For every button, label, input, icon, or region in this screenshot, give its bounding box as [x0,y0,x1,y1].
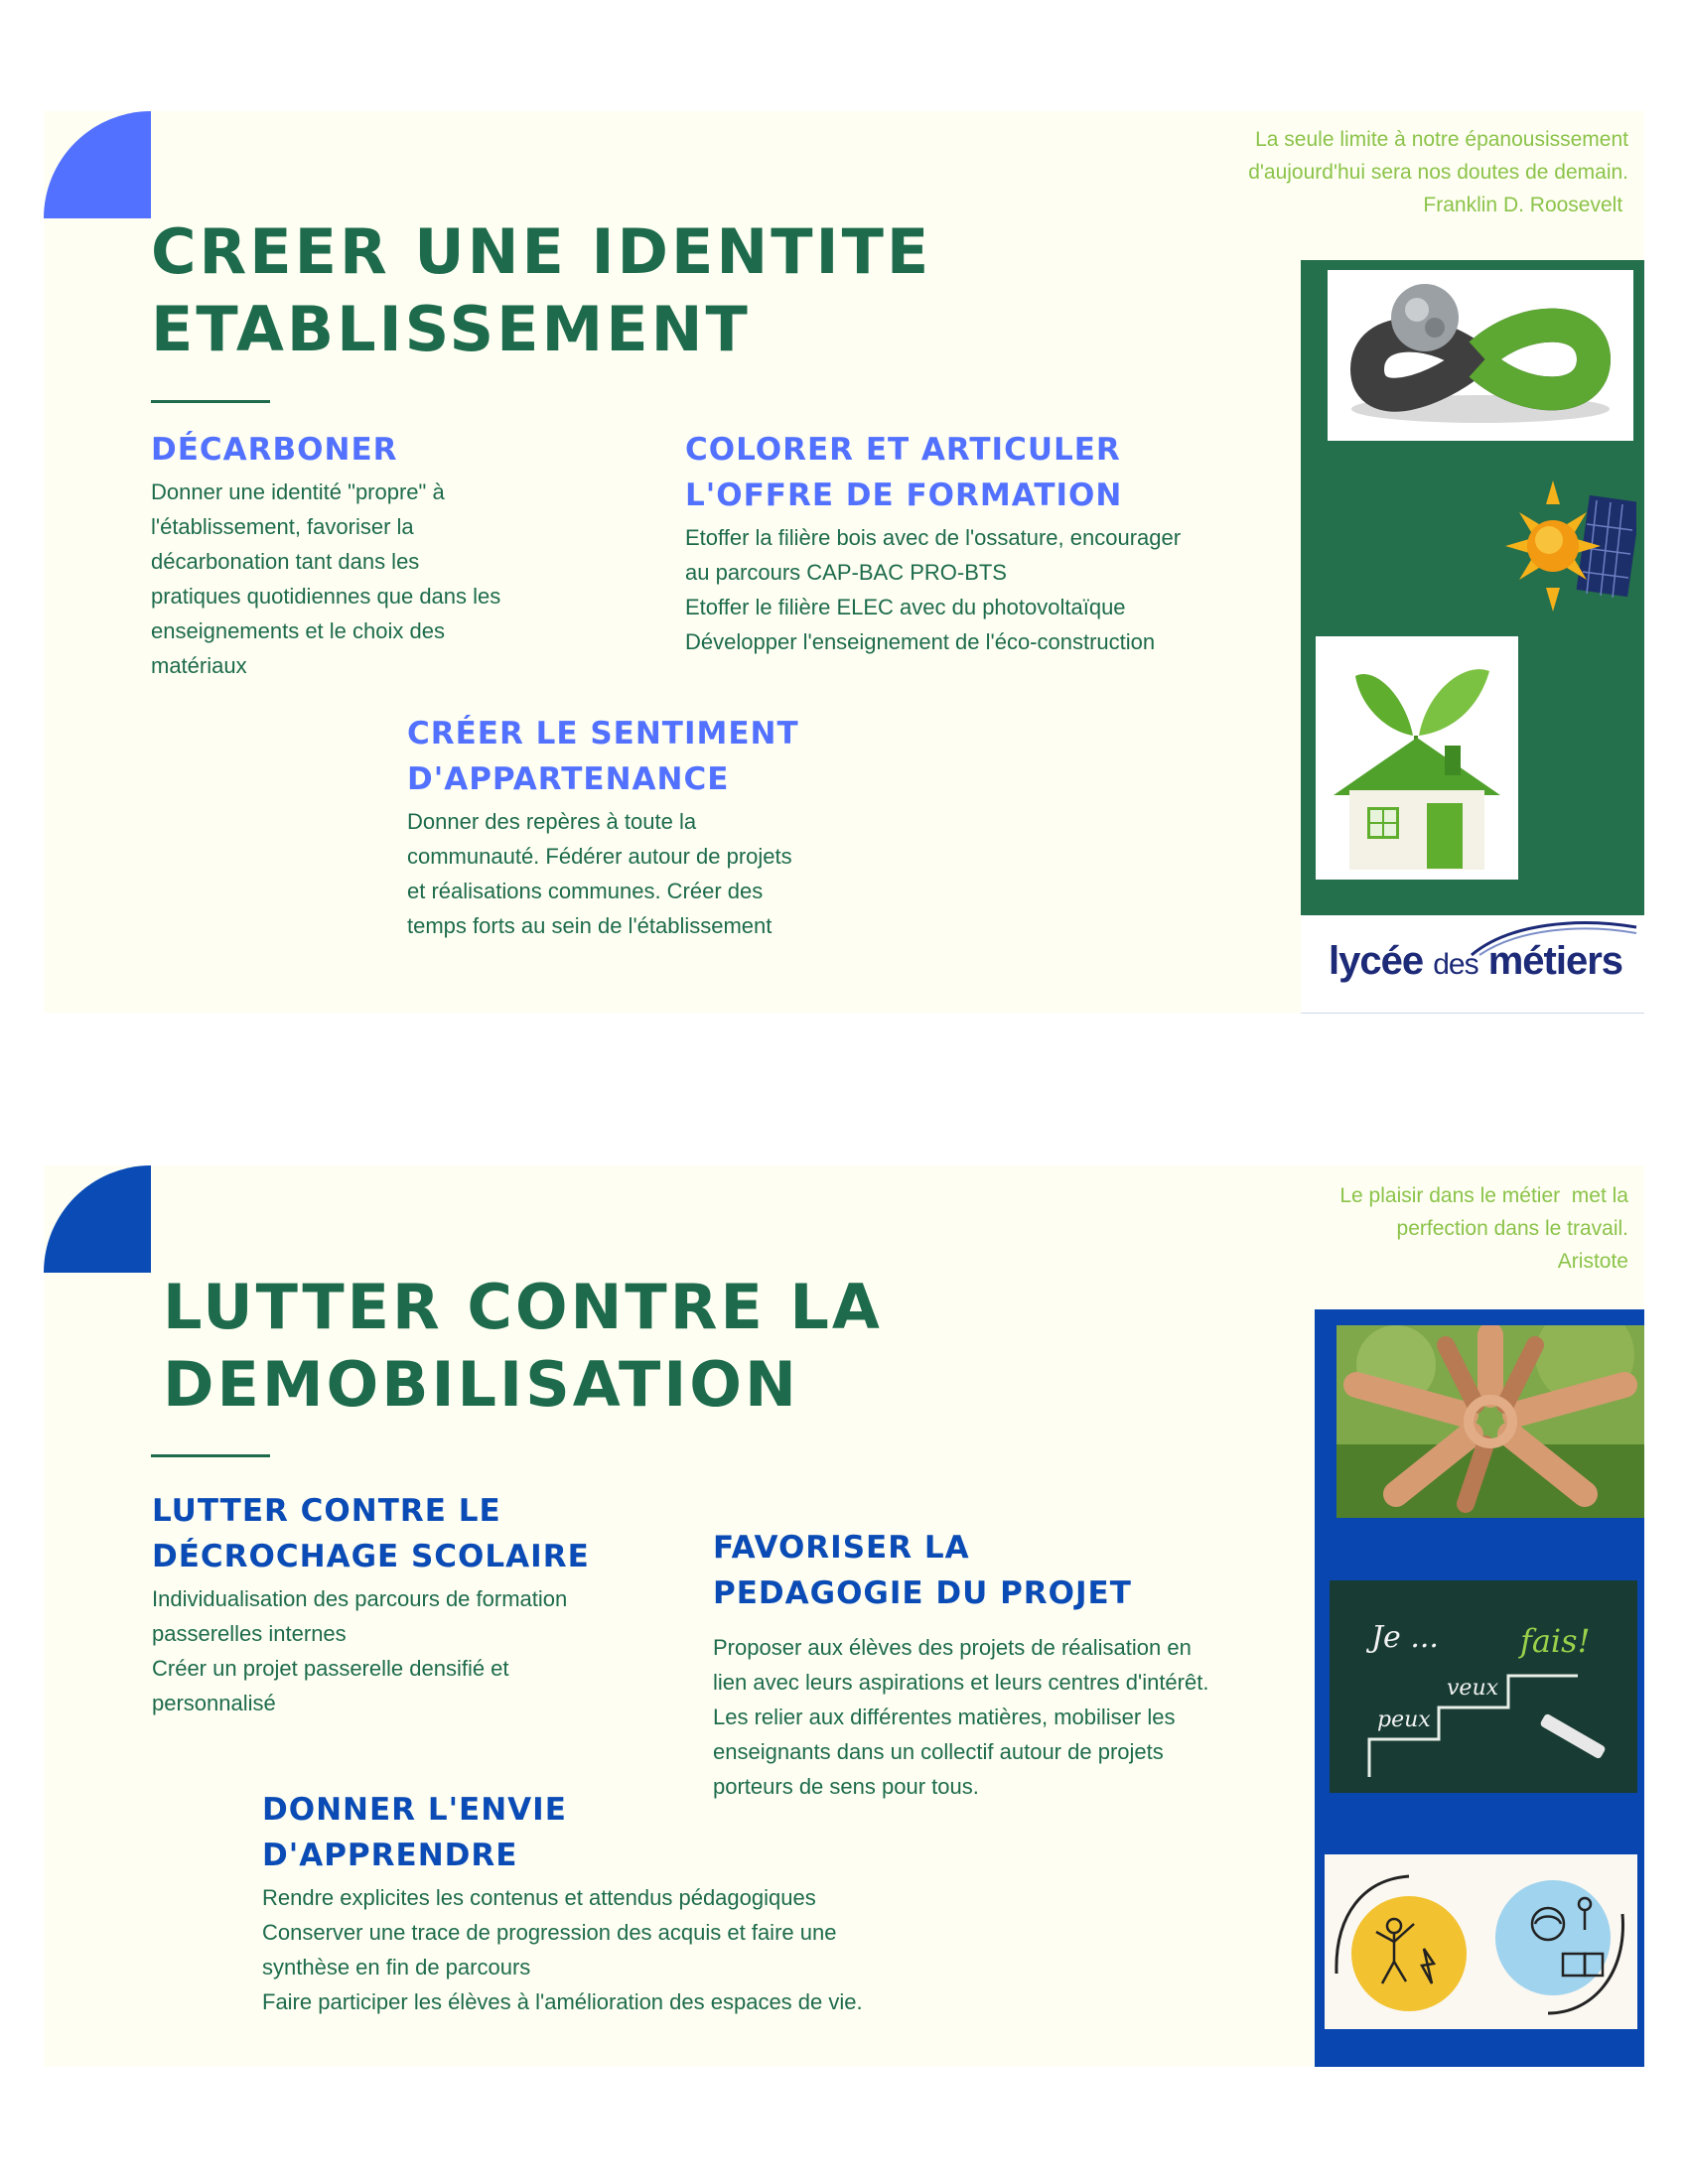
section-colorer [685,427,1181,659]
title-underline [151,1454,270,1457]
motivation-engagement-image [1325,1854,1637,2029]
section-body [407,804,799,943]
logo-word: métiers [1487,939,1623,983]
quote-author: Aristote [1557,1250,1628,1273]
section-heading [152,1488,590,1579]
section-body [685,520,1181,659]
body-line: Etoffer la filière bois avec de l'ossature, encourager [685,525,1182,550]
section-decrochage [152,1488,590,1720]
slide-identite [44,111,1644,1013]
body-line: Proposer aux élèves des projets de réalisation en [713,1635,1192,1660]
heading-line: COLORER ET ARTICULER [685,432,1121,468]
body-line: matériaux [151,653,247,678]
heading-line: DÉCARBONER [151,432,398,468]
body-line: Développer l'enseignement de l'éco-construction [685,629,1156,654]
chalk-word-peux: peux [1377,1707,1431,1732]
section-pedagogie [713,1525,1208,1804]
section-body [262,1880,863,2019]
section-heading [685,427,1181,518]
body-line: Donner des repères à toute la [407,809,697,834]
body-line: Rendre explicites les contenus et attendus pédagogiques [262,1885,816,1910]
body-line: Les relier aux différentes matières, mobiliser les [713,1705,1176,1729]
heading-line: PEDAGOGIE DU PROJET [713,1575,1132,1611]
corner-quarter-circle [44,1165,151,1273]
section-envie [262,1787,863,2019]
body-line: Faire participer les élèves à l'amélioration des espaces de vie. [262,1989,863,2014]
chalk-word-fais: fais! [1520,1622,1591,1660]
eco-house-image [1316,636,1518,880]
body-line: synthèse en fin de parcours [262,1955,531,1979]
quote-line: perfection dans le travail. [1396,1217,1628,1240]
section-heading [713,1525,1208,1616]
heading-line: DÉCROCHAGE SCOLAIRE [152,1539,590,1574]
motivation-icon [1325,1854,1637,2029]
section-body [713,1630,1208,1804]
body-line: enseignements et le choix des [151,618,445,643]
title-underline [151,400,270,403]
heading-line: D'APPARTENANCE [407,761,730,797]
title-line: ETABLISSEMENT [151,293,751,365]
section-appartenance [407,711,799,943]
body-line: au parcours CAP-BAC PRO-BTS [685,560,1007,585]
section-body [151,475,500,683]
infinity-icon [1328,270,1633,441]
body-line: Créer un projet passerelle densifié et [152,1656,509,1681]
chalk-word-veux: veux [1447,1676,1499,1701]
logo-word: lycée [1329,939,1424,983]
quote-line: d'aujourd'hui sera nos doutes de demain. [1248,161,1628,184]
body-line: l'établissement, favoriser la [151,514,414,539]
logo-word: des [1433,948,1478,981]
lycee-des-metiers-logo [1301,915,1644,1014]
body-line: décarbonation tant dans les [151,549,420,574]
logo-swoosh-icon [1470,917,1638,957]
quote-author: Franklin D. Roosevelt [1423,194,1628,216]
slide-demobilisation [44,1165,1644,2067]
body-line: passerelles internes [152,1621,347,1646]
body-line: temps forts au sein de l'établissement [407,913,773,938]
heading-line: CRÉER LE SENTIMENT [407,716,799,751]
sun-icon [1505,480,1636,619]
slide-title [163,1269,883,1424]
quote-line: Le plaisir dans le métier met la [1339,1184,1628,1207]
chalk-word-je: Je ... [1371,1620,1439,1655]
chalkboard-image [1330,1580,1637,1793]
joined-hands-image [1336,1325,1644,1518]
heading-line: FAVORISER LA [713,1530,970,1566]
section-decarboner [151,427,500,683]
hands-icon [1336,1325,1644,1518]
section-heading [407,711,799,802]
infinity-earth-image [1328,270,1633,441]
body-line: Etoffer le filière ELEC avec du photovoltaïque [685,595,1126,619]
heading-line: LUTTER CONTRE LE [152,1493,501,1529]
body-line: Donner une identité "propre" à [151,479,445,504]
title-line: LUTTER CONTRE LA [163,1271,883,1343]
body-line: personnalisé [152,1691,276,1715]
body-line: Individualisation des parcours de formation [152,1586,568,1611]
body-line: Conserver une trace de progression des acquis et faire une [262,1920,837,1945]
heading-line: D'APPRENDRE [262,1838,518,1873]
section-heading [262,1787,863,1878]
slide-title [151,213,931,368]
body-line: et réalisations communes. Créer des [407,879,764,903]
heading-line: DONNER L'ENVIE [262,1792,567,1828]
body-line: porteurs de sens pour tous. [713,1774,979,1799]
corner-quarter-circle [44,111,151,218]
house-icon [1316,636,1518,880]
quote-roosevelt [1112,123,1628,221]
sun-solar-panel-image [1505,480,1636,619]
title-line: DEMOBILISATION [163,1348,799,1421]
quote-line: La seule limite à notre épanousissement [1255,128,1628,151]
body-line: communauté. Fédérer autour de projets [407,844,792,869]
body-line: pratiques quotidiennes que dans les [151,584,501,609]
title-line: CREER UNE IDENTITE [151,215,932,288]
quote-aristote [1211,1179,1628,1278]
section-heading [151,427,500,473]
section-body [152,1581,590,1720]
body-line: enseignants dans un collectif autour de projets [713,1739,1164,1764]
heading-line: L'OFFRE DE FORMATION [685,478,1123,513]
body-line: lien avec leurs aspirations et leurs centres d'intérêt. [713,1670,1209,1695]
